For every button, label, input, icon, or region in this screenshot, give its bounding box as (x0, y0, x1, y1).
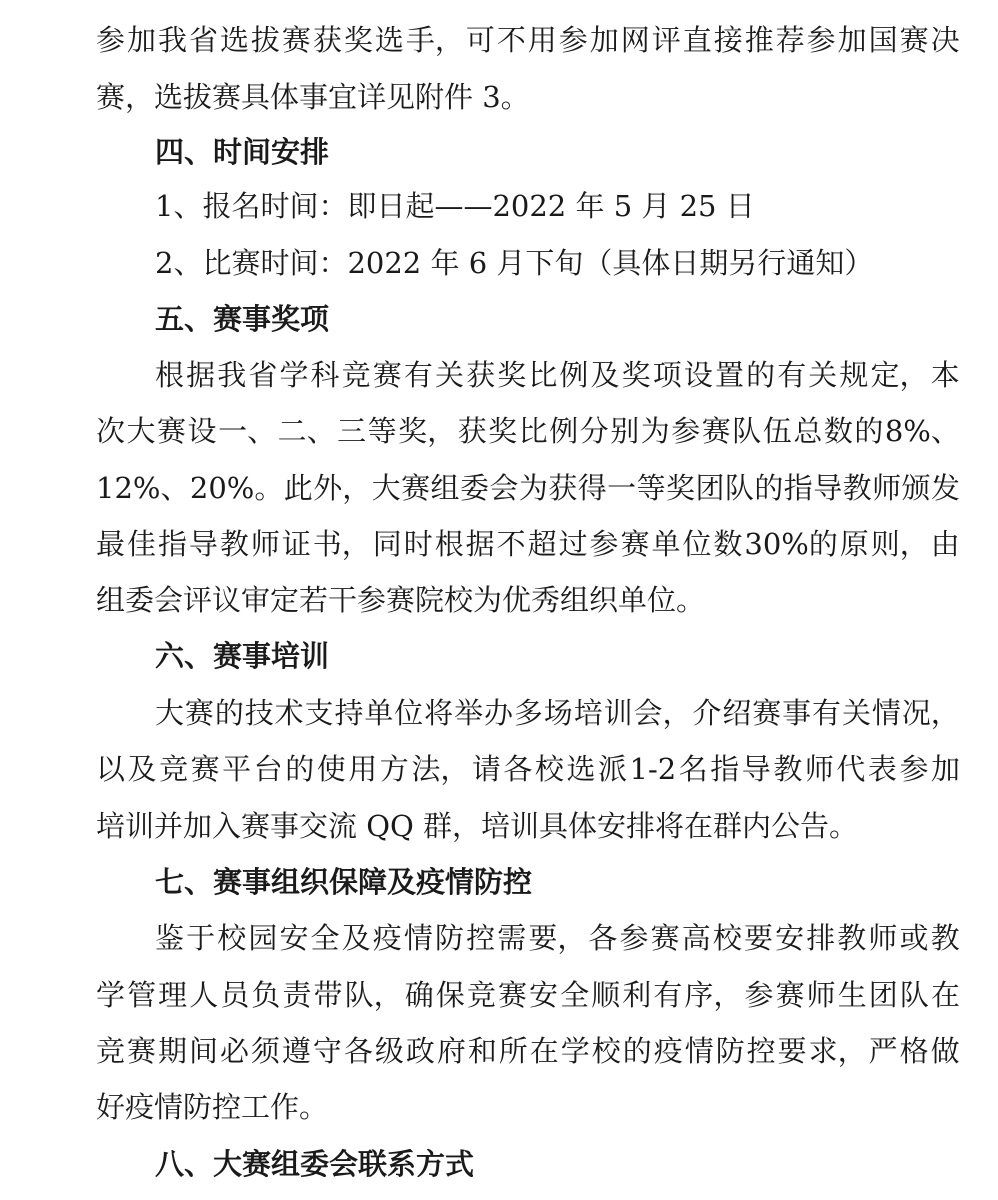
paragraph-line: 次 大 赛 设 一、 二、 三 等 奖， 获 奖 比 例 分 别 为 参 赛 队 伍 总 数 的 8%、 (96, 414, 960, 448)
section-heading: 八、大赛组委会联系方式 (155, 1147, 475, 1181)
schedule-item: 2、比赛时间：2022 年 6 月下旬（具体日期另行通知） (155, 246, 874, 280)
paragraph-line: 培训并加入赛事交流 QQ 群，培训具体安排将在群内公告。 (96, 809, 858, 843)
section-heading: 六、赛事培训 (155, 639, 330, 673)
paragraph-line: 参 加 我 省 选 拔 赛 获 奖 选 手， 可 不 用 参 加 网 评 直 接 推 荐 参 加 国 赛 决 (96, 23, 960, 57)
section-heading: 五、赛事奖项 (155, 302, 330, 336)
schedule-item: 1、报名时间：即日起——2022 年 5 月 25 日 (155, 189, 755, 223)
paragraph-line: 最 佳 指 导 教 师 证 书， 同 时 根 据 不 超 过 参 赛 单 位 数 30%的 原 则， 由 (96, 527, 960, 561)
paragraph-line: 鉴 于 校 园 安 全 及 疫 情 防 控 需 要， 各 参 赛 高 校 要 安 排 教 师 或 教 (155, 921, 960, 955)
paragraph-line: 学 管 理 人 员 负 责 带 队， 确 保 竞 赛 安 全 顺 利 有 序， 参 赛 师 生 团 队 在 (96, 978, 960, 1012)
paragraph-line: 竞 赛 期 间 必 须 遵 守 各 级 政 府 和 所 在 学 校 的 疫 情 防 控 要 求， 严 格 做 (96, 1034, 960, 1068)
paragraph-line: 好疫情防控工作。 (96, 1090, 329, 1124)
paragraph-line: 组委会评议审定若干参赛院校为优秀组织单位。 (96, 583, 706, 617)
paragraph-line: 12%、 20%。 此 外， 大 赛 组 委 会 为 获 得 一 等 奖 团 队 的 指 导 教 师 颁 发 (96, 471, 960, 505)
section-heading: 七、赛事组织保障及疫情防控 (155, 865, 533, 899)
paragraph-line: 赛，选拔赛具体事宜详见附件 3。 (96, 80, 530, 114)
paragraph-line: 以 及 竞 赛 平 台 的 使 用 方 法， 请 各 校 选 派 1-2 名 指 导 教 师 代 表 参 加 (96, 752, 960, 786)
paragraph-line: 大 赛 的 技 术 支 持 单 位 将 举 办 多 场 培 训 会， 介 绍 赛 事 有 关 情 况， (155, 696, 960, 730)
paragraph-line: 根 据 我 省 学 科 竞 赛 有 关 获 奖 比 例 及 奖 项 设 置 的 有 关 规 定， 本 (155, 358, 960, 392)
section-heading: 四、时间安排 (155, 135, 330, 169)
